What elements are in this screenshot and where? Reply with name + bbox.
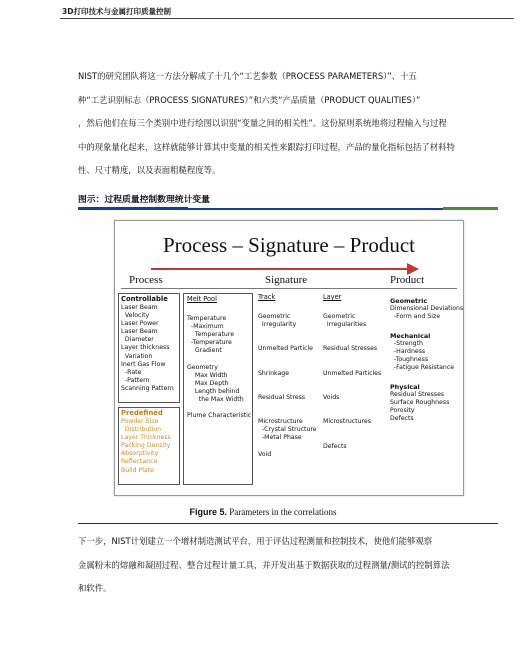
controllable-heading: Controllable bbox=[121, 295, 168, 303]
melt-pool-list: Temperature -Maximum Temperature -Temperature Gradient Geometry Max Width Max Depth Length behind the Max Width Plume Characteristic bbox=[187, 315, 252, 420]
figure-title: Process – Signature – Product bbox=[163, 233, 415, 257]
header-divider bbox=[60, 18, 514, 19]
paragraph-line: 下一步，NIST计划建立一个增材制造测试平台，用于评估过程测量和控制技术，使他们能够观察 bbox=[78, 536, 433, 546]
figure-label-accent bbox=[78, 207, 188, 210]
column-divider bbox=[121, 288, 457, 289]
geometric-heading: Geometric bbox=[390, 297, 428, 305]
predefined-list: Powder Size Distribution Layer Thickness Packing Density Absorptivity Reflectance Build Plate bbox=[121, 418, 171, 474]
paragraph-line: 性、尺寸精度，以及表面粗糙程度等。 bbox=[78, 165, 221, 175]
paragraph-line: 中的现象量化起来，这样就能够计算其中变量的相关性来跟踪打印过程，产品的量化指标包括了材料特 bbox=[78, 141, 455, 152]
figure-caption-label: Figure 5. bbox=[189, 507, 228, 517]
predefined-heading: Predefined bbox=[121, 409, 163, 417]
caption-divider bbox=[78, 523, 498, 524]
paragraph-line: 种“工艺识别标志（PROCESS SIGNATURES）”和六类“产品质量（PRODUCT QUALITIES）” bbox=[78, 94, 421, 105]
mechanical-list: -Strength -Hardness -Toughness -Fatigue Resistance bbox=[393, 340, 455, 372]
layer-list: Geometric Irregularities Residual Stresses Unmelted Particles Voids Microstructures Defects bbox=[323, 313, 382, 450]
paragraph-line: 和软件。 bbox=[78, 583, 112, 593]
paragraph-line: ，然后他们在每三个类别中进行绘图以识别“变量之间的相关性”。这份原则系统地将过程输入与过程 bbox=[78, 118, 447, 128]
figure-label: 图示：过程质量控制数理统计变量 bbox=[78, 195, 210, 205]
paragraph-line: 金属粉末的熔融和凝固过程、整合过程计量工具，并开发出基于数据获取的过程测量/测试的控制算法 bbox=[78, 559, 450, 570]
figure-caption bbox=[0, 507, 526, 517]
layer-heading: Layer bbox=[323, 293, 342, 301]
physical-heading: Physical bbox=[390, 383, 420, 391]
intro-paragraph bbox=[78, 65, 498, 183]
physical-list: Residual Stresses Surface Roughness Porosity Defects bbox=[390, 391, 450, 423]
product-column-heading: Product bbox=[390, 274, 425, 286]
mechanical-heading: Mechanical bbox=[390, 332, 431, 340]
signature-column-heading: Signature bbox=[265, 274, 308, 286]
figure-label-accent-green bbox=[443, 207, 498, 210]
track-heading: Track bbox=[258, 293, 276, 301]
controllable-list: Laser Beam Velocity Laser Power Laser Beam Diameter Layer thickness Variation Inert Gas Flow -Rate -Pattern Scanning Pattern bbox=[121, 304, 174, 392]
geometric-list: Dimensional Deviations -Form and Size bbox=[390, 305, 464, 321]
page-header: 3D打印技术与金属打印质量控制 bbox=[62, 7, 171, 16]
figure-caption-text: Parameters in the correlations bbox=[227, 507, 337, 517]
figure-image bbox=[114, 220, 464, 496]
process-column-heading: Process bbox=[129, 274, 163, 286]
paragraph-line: NIST的研究团队将这一方法分解成了十几个“工艺参数（PROCESS PARAMETERS）”、十五 bbox=[78, 71, 417, 81]
track-list: Geometric Irregularity Unmelted Particle Shrinkage Residual Stress Microstructure -Crystal Structure -Metal Phase Void bbox=[258, 313, 317, 458]
next-steps-paragraph bbox=[78, 530, 498, 601]
melt-pool-heading: Melt Pool bbox=[187, 295, 217, 303]
flow-arrow-line bbox=[151, 268, 411, 270]
